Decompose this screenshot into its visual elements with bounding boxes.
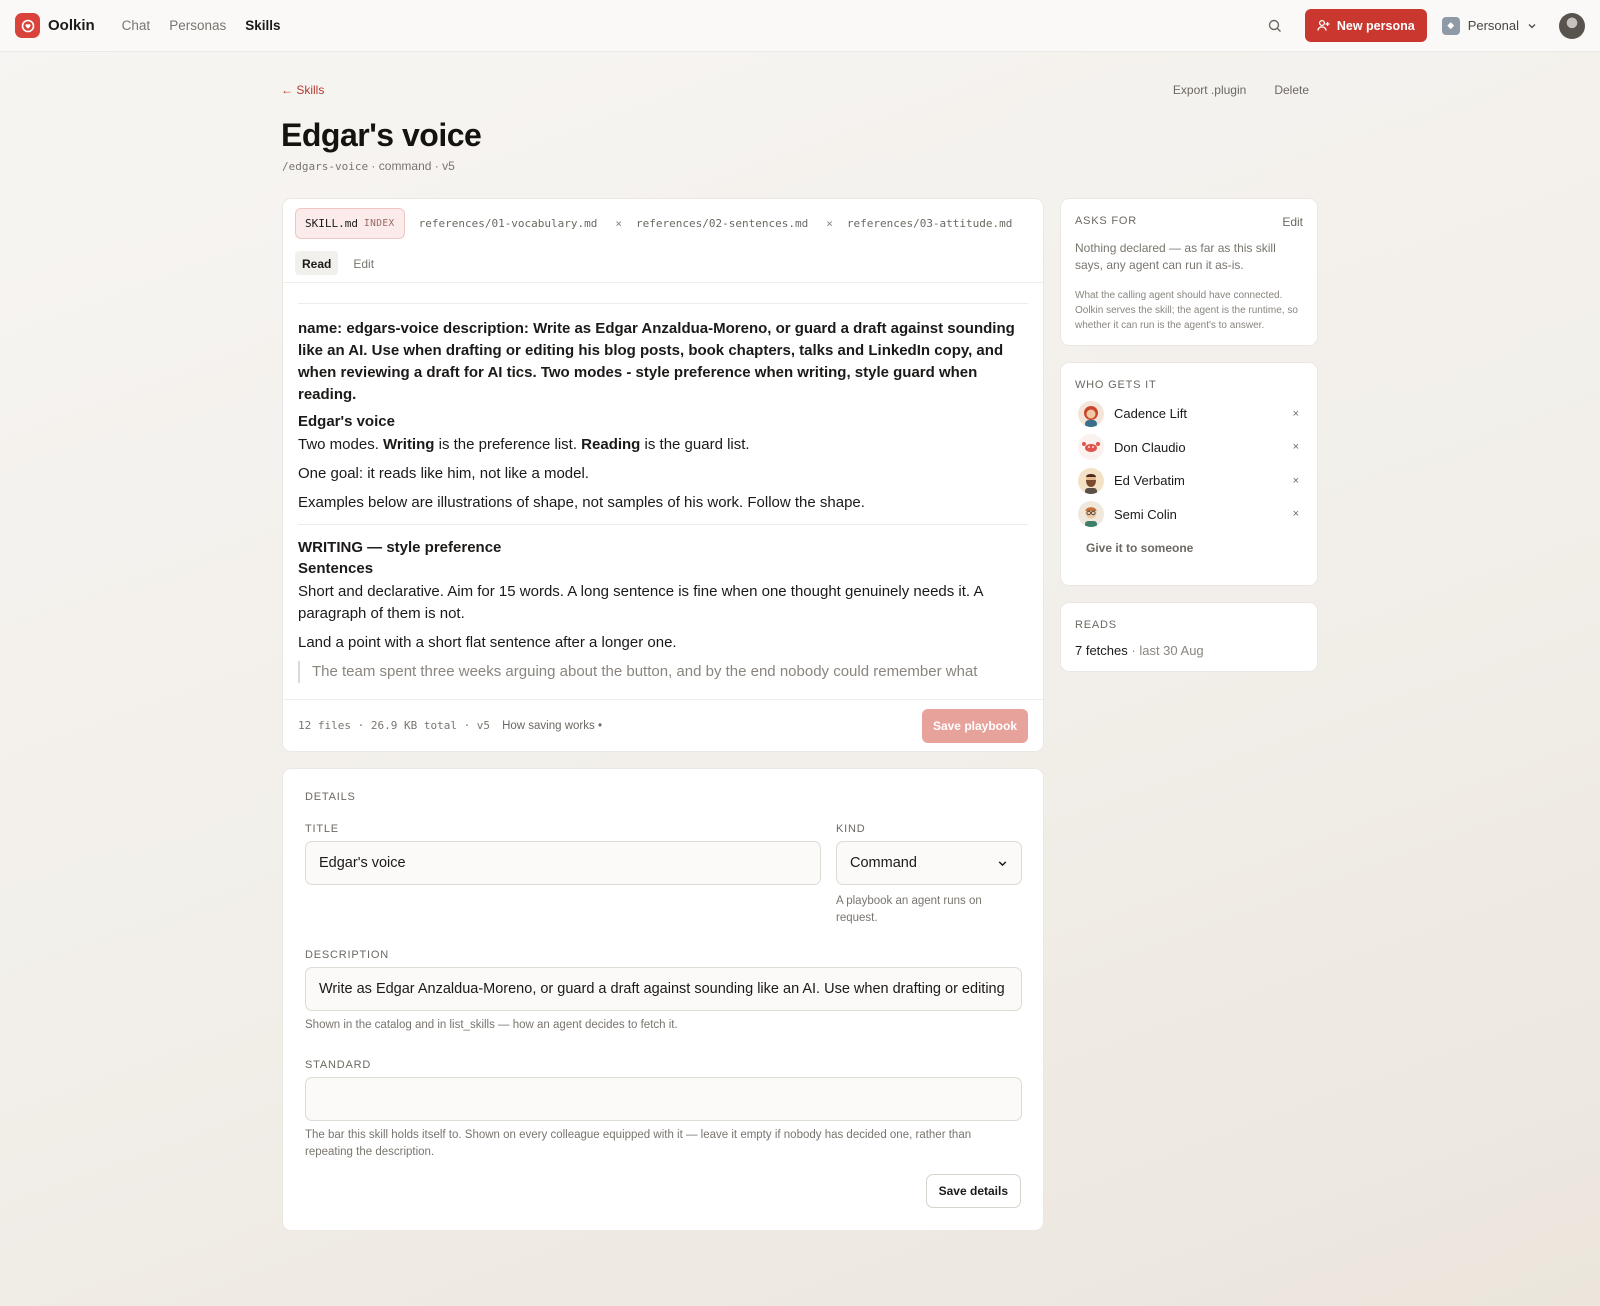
how-saving-works-link[interactable]: How saving works •	[502, 719, 602, 732]
add-person-icon	[1317, 19, 1330, 32]
workspace-icon: ◆	[1442, 17, 1460, 35]
give-it-to-someone-button[interactable]: Give it to someone	[1086, 541, 1194, 555]
asks-for-edit-button[interactable]: Edit	[1282, 215, 1303, 229]
new-persona-button[interactable]: New persona	[1305, 9, 1427, 42]
doc-heading: WRITING — style preference	[298, 539, 502, 556]
doc-quote: The team spent three weeks arguing about the button, and by the end nobody could remember what	[298, 661, 1028, 683]
skill-kind: command	[378, 159, 432, 173]
standard-hint: The bar this skill holds itself to. Shown on every colleague equipped with it — leave it empty if nobody has decided one, rather than repeating the description.	[305, 1129, 972, 1158]
fetch-count: 7 fetches	[1075, 643, 1128, 658]
chevron-down-icon	[1527, 21, 1537, 31]
page-actions	[1173, 83, 1309, 97]
remove-icon[interactable]: ×	[1292, 407, 1299, 420]
section-title: DETAILS	[305, 791, 356, 803]
tab-read[interactable]: Read	[295, 251, 338, 275]
remove-icon[interactable]: ×	[1292, 508, 1299, 521]
doc-paragraph: Two modes. Writing is the preference list. Reading is the guard list.	[298, 436, 750, 453]
doc-paragraph: Examples below are illustrations of shape, not samples of his work. Follow the shape.	[298, 494, 865, 511]
asks-for-panel	[1060, 198, 1318, 346]
document-content	[283, 283, 1043, 699]
divider	[298, 303, 1028, 304]
main-nav	[122, 18, 281, 33]
title-label: TITLE	[305, 823, 339, 835]
doc-paragraph: One goal: it reads like him, not like a model.	[298, 465, 589, 482]
reads-label: READS	[1075, 619, 1117, 631]
arrow-left-icon: ←	[281, 83, 297, 97]
list-item[interactable]: Cadence Lift ×	[1075, 397, 1303, 431]
workspace-name: Personal	[1467, 18, 1519, 33]
standard-label: STANDARD	[305, 1059, 372, 1071]
delete-button[interactable]: Delete	[1274, 83, 1309, 97]
remove-icon[interactable]: ×	[1292, 441, 1299, 454]
user-avatar[interactable]	[1559, 13, 1585, 39]
file-tab[interactable]: references/02-sentences.md ×	[636, 216, 833, 230]
asks-for-label: ASKS FOR	[1075, 215, 1138, 227]
description-label: DESCRIPTION	[305, 949, 389, 961]
frontmatter: name: edgars-voice description: Write as Edgar Anzaldua-Moreno, or guard a draft against sounding like an AI. Use when drafting or editing his blog posts, book chapters, talks and LinkedIn copy, and when reviewing a draft for AI tics. Two modes - style preference when writing, style guard when reading.	[298, 320, 1015, 403]
kind-hint: A playbook an agent runs on request.	[836, 895, 982, 924]
mode-tabs	[283, 247, 1043, 283]
crab-avatar	[1078, 434, 1104, 460]
index-badge: INDEX	[363, 217, 395, 229]
save-playbook-button[interactable]: Save playbook	[922, 709, 1028, 743]
search-button[interactable]	[1263, 14, 1287, 38]
remove-icon[interactable]: ×	[1292, 474, 1299, 487]
list-item[interactable]: Ed Verbatim ×	[1075, 464, 1303, 498]
top-bar	[0, 0, 1600, 52]
close-icon[interactable]: ×	[615, 216, 623, 230]
workspace-switcher[interactable]	[1442, 17, 1537, 35]
who-gets-it-label: WHO GETS IT	[1075, 379, 1157, 391]
skill-version: v5	[442, 159, 455, 173]
reads-panel	[1060, 602, 1318, 672]
asks-for-text: Nothing declared — as far as this skill says, any agent can run it as-is.	[1075, 241, 1276, 272]
who-gets-it-panel	[1060, 362, 1318, 586]
list-item[interactable]: Don Claudio ×	[1075, 431, 1303, 465]
close-icon[interactable]: ×	[826, 216, 833, 230]
chevron-down-icon	[997, 858, 1008, 869]
doc-paragraph: Short and declarative. Aim for 15 words. A long sentence is fine when one thought genuinely needs it. A paragraph of them is not.	[298, 583, 983, 622]
file-tab-skill-md[interactable]: SKILL.md INDEX	[295, 208, 405, 239]
title-input[interactable]: Edgar's voice	[305, 841, 821, 885]
file-tab[interactable]: references/03-attitude.md	[846, 216, 1013, 230]
doc-heading: Sentences	[298, 560, 374, 577]
description-input[interactable]: Write as Edgar Anzaldua-Moreno, or guard a draft against sounding like an AI. Use when drafting or editing	[305, 967, 1022, 1011]
last-fetch: last 30 Aug	[1139, 643, 1204, 658]
back-link[interactable]: ← Skills	[281, 83, 325, 97]
reads-stats: 7 fetches · last 30 Aug	[1075, 643, 1204, 658]
search-icon	[1268, 19, 1282, 33]
doc-heading: Edgar's voice	[298, 413, 395, 430]
skill-meta: /edgars-voice · command · v5	[282, 159, 455, 173]
file-tabs	[283, 199, 1043, 247]
nav-personas[interactable]: Personas	[169, 18, 227, 33]
save-details-button[interactable]: Save details	[926, 1174, 1021, 1208]
nav-chat[interactable]: Chat	[121, 18, 151, 33]
kind-select[interactable]: Command	[836, 841, 1022, 885]
logo-icon	[15, 13, 40, 38]
editor-footer	[283, 699, 1043, 751]
export-plugin-button[interactable]: Export .plugin	[1172, 83, 1247, 97]
description-hint: Shown in the catalog and in list_skills — how an agent decides to fetch it.	[305, 1019, 678, 1031]
logo[interactable]	[15, 13, 95, 38]
dot-icon: •	[597, 719, 602, 732]
app-name: Oolkin	[48, 17, 95, 34]
file-tab[interactable]: references/01-vocabulary.md ×	[418, 216, 623, 230]
list-item[interactable]: Semi Colin ×	[1075, 498, 1303, 532]
page-title: Edgar's voice	[281, 117, 482, 153]
red-hair-avatar	[1078, 401, 1104, 427]
tab-edit[interactable]: Edit	[353, 257, 375, 271]
glasses-man-avatar	[1078, 501, 1104, 527]
standard-input[interactable]	[305, 1077, 1022, 1121]
doc-paragraph: Land a point with a short flat sentence after a longer one.	[298, 634, 677, 651]
asks-for-note: What the calling agent should have connected. Oolkin serves the skill; the agent is the runtime, so whether it can run is the agent's to answer.	[1075, 290, 1298, 331]
skill-slug: /edgars-voice	[282, 160, 369, 173]
file-stats: 12 files · 26.9 KB total · v5	[298, 719, 491, 732]
kind-label: KIND	[836, 823, 866, 835]
nav-skills[interactable]: Skills	[245, 18, 281, 33]
divider	[298, 524, 1028, 525]
playbook-editor	[282, 198, 1044, 752]
details-panel	[282, 768, 1044, 1231]
bearded-man-avatar	[1078, 468, 1104, 494]
